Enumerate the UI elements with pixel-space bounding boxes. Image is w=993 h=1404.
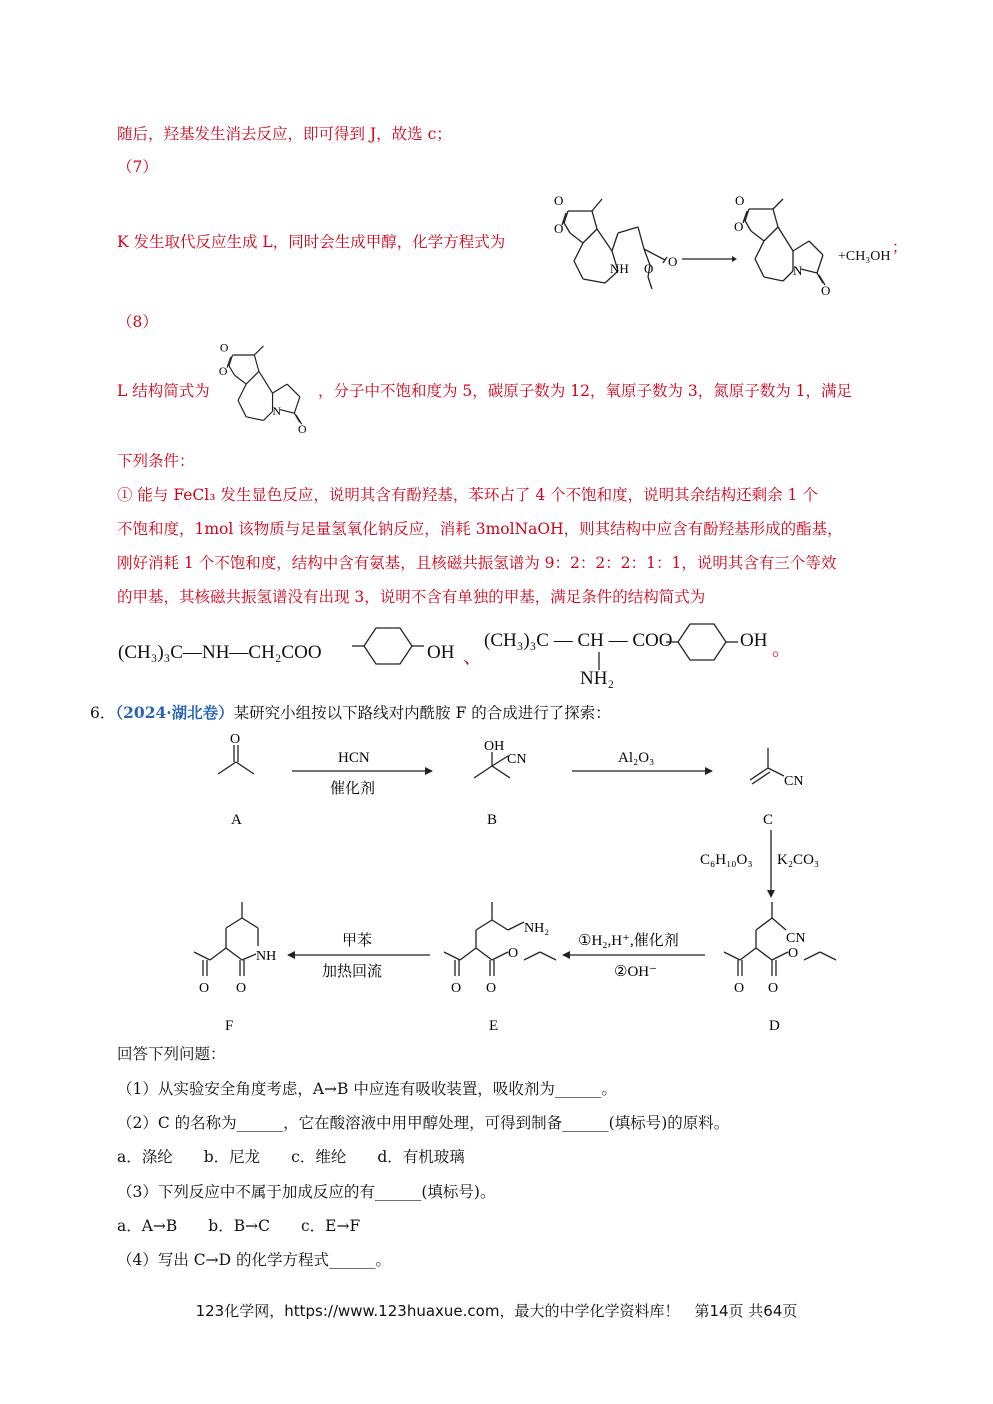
benzene-ring-2 bbox=[666, 622, 746, 662]
formula-2-oh: OH bbox=[740, 630, 768, 651]
q8-number: （8） bbox=[117, 313, 158, 331]
atom-o: O bbox=[486, 981, 497, 996]
atom-o: O bbox=[218, 364, 228, 378]
atom-nh: NH bbox=[256, 949, 277, 964]
byproduct-methanol: +CH₃OH bbox=[838, 249, 891, 264]
atom-n: N bbox=[272, 404, 282, 418]
q6-number: 6． bbox=[90, 704, 116, 722]
reagent-k2co3: K₂CO₃ bbox=[777, 852, 820, 868]
q6-source: （2024·湖北卷） bbox=[115, 703, 234, 722]
atom-nh: NH bbox=[610, 261, 629, 276]
answer-line-prev: 随后，羟基发生消去反应，即可得到 J，故选 c； bbox=[117, 125, 452, 143]
atom-o: O bbox=[644, 261, 654, 276]
reagent-al2o3: Al₂O₃ bbox=[618, 750, 655, 766]
label-e: E bbox=[489, 1018, 499, 1034]
atom-n: N bbox=[793, 263, 803, 278]
atom-nh2: NH₂ bbox=[524, 921, 550, 936]
formula-end: 。 bbox=[772, 639, 792, 660]
q8-para-2: 不饱和度，1mol 该物质与足量氢氧化钠反应，消耗 3molNaOH，则其结构中应含有酚羟基形成的酯基， bbox=[117, 520, 843, 538]
question-2: （2）C 的名称为______，它在酸溶液中用甲醇处理，可得到制备______(填标号)的原料。 bbox=[117, 1114, 730, 1132]
reagent-toluene: 甲苯 bbox=[342, 933, 373, 949]
label-c: C bbox=[763, 812, 774, 828]
reagent-catalyst: 催化剂 bbox=[330, 781, 376, 797]
atom-o: O bbox=[199, 981, 210, 996]
label-b: B bbox=[487, 812, 498, 828]
question-3-options: a．A→B b．B→C c．E→F bbox=[117, 1217, 361, 1235]
label-d: D bbox=[769, 1018, 780, 1034]
q8-para-1: ① 能与 FeCl₃ 发生显色反应，说明其含有酚羟基，苯环占了 4 个不饱和度，说明其余结构还剩余 1 个 bbox=[117, 486, 818, 504]
structure-K bbox=[550, 185, 690, 300]
atom-oh: OH bbox=[484, 739, 505, 754]
atom-o: O bbox=[768, 981, 779, 996]
q8-text-b: ，分子中不饱和度为 5，碳原子数为 12，氧原子数为 3，氮原子数为 1，满足 bbox=[318, 382, 853, 400]
atom-o: O bbox=[508, 946, 519, 961]
atom-o: O bbox=[219, 340, 229, 355]
atom-o: O bbox=[735, 193, 745, 208]
atom-o: O bbox=[821, 283, 831, 298]
q7-number: （7） bbox=[117, 158, 158, 176]
reagent-oh: ②OH⁻ bbox=[614, 964, 658, 980]
reagent-reflux: 加热回流 bbox=[322, 964, 383, 980]
structure-L bbox=[733, 195, 843, 300]
formula-2-nh2: NH₂ bbox=[580, 668, 615, 689]
reagent-hcn: HCN bbox=[338, 750, 370, 766]
q8-line2: 下列条件： bbox=[117, 452, 195, 470]
question-4: （4）写出 C→D 的化学方程式______。 bbox=[117, 1251, 391, 1269]
atom-o: O bbox=[734, 219, 744, 234]
structure-L-small bbox=[218, 340, 318, 440]
q7-text: K 发生取代反应生成 L，同时会生成甲醇，化学方程式为 bbox=[117, 233, 506, 251]
page-footer: 123化学网，https://www.123huaxue.com，最大的中学化学资料库！ 第14页 共64页 bbox=[195, 1302, 798, 1320]
atom-o: O bbox=[236, 981, 247, 996]
label-a: A bbox=[231, 812, 242, 828]
q8-para-3: 刚好消耗 1 个不饱和度，结构中含有氨基，且核磁共振氢谱为 9：2：2：2：1：1，说明其含有三个等效 bbox=[117, 554, 837, 572]
formula-1-text: (CH₃)₃C—NH—CH₂COO bbox=[118, 642, 322, 663]
question-2-options: a．涤纶 b．尼龙 c．维纶 d．有机玻璃 bbox=[117, 1148, 465, 1166]
atom-o: O bbox=[451, 981, 462, 996]
benzene-ring-1 bbox=[352, 626, 432, 666]
atom-o: O bbox=[230, 732, 241, 747]
atom-o: O bbox=[734, 981, 745, 996]
formula-1-oh: OH bbox=[427, 642, 455, 663]
synthesis-scheme bbox=[0, 730, 993, 1040]
q7-end: ； bbox=[892, 238, 908, 256]
q6-text: 某研究小组按以下路线对内酰胺 F 的合成进行了探索： bbox=[233, 704, 611, 722]
answer-intro: 回答下列问题： bbox=[117, 1045, 226, 1063]
atom-o: O bbox=[788, 946, 799, 961]
reaction-arrow bbox=[682, 254, 737, 264]
q6-header bbox=[90, 702, 611, 724]
atom-cn: CN bbox=[507, 752, 527, 767]
formula-separator: 、 bbox=[463, 647, 483, 668]
reagent-h2: ①H₂,H⁺,催化剂 bbox=[578, 933, 679, 949]
formula-2-text: (CH₃)₃C — CH — COO bbox=[484, 630, 673, 651]
question-3: （3）下列反应中不属于加成反应的有______(填标号)。 bbox=[117, 1183, 496, 1201]
question-1: （1）从实验安全角度考虑，A→B 中应连有吸收装置，吸收剂为______。 bbox=[117, 1080, 617, 1098]
atom-cn: CN bbox=[786, 931, 806, 946]
atom-o: O bbox=[298, 422, 307, 437]
atom-o: O bbox=[554, 221, 564, 236]
reagent-c6h10o3: C₆H₁₀O₃ bbox=[700, 852, 753, 868]
q8-text-a: L 结构简式为 bbox=[117, 382, 210, 400]
label-f: F bbox=[225, 1018, 234, 1034]
q8-para-4: 的甲基，其核磁共振氢谱没有出现 3，说明不含有单独的甲基，满足条件的结构简式为 bbox=[117, 588, 706, 606]
atom-o: O bbox=[668, 254, 678, 269]
atom-o: O bbox=[554, 193, 564, 208]
atom-cn: CN bbox=[784, 774, 804, 789]
